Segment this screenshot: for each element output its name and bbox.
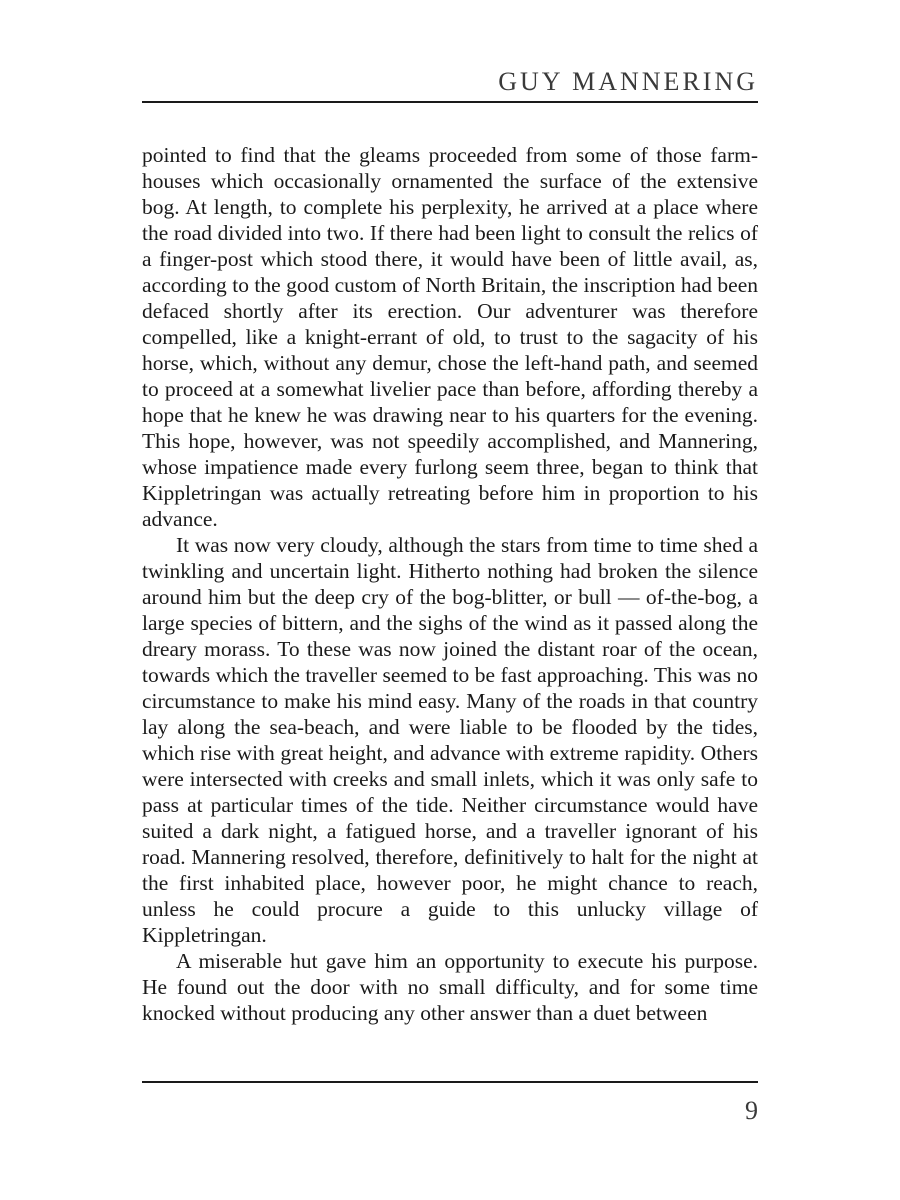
paragraph: A miserable hut gave him an opportunity to execute his purpose. He found out the door with no small difficulty, and for some time knocked without producing any other answer than a duet between [142,949,758,1025]
body-text [142,142,758,1026]
page-number: 9 [745,1096,758,1125]
paragraph-continued: pointed to find that the gleams proceeded from some of those farm-houses which occasionally ornamented the surface of the extensive bog. At length, to complete his perplexity, he arrived at a place where the road divided into two. If there had been light to consult the relics of a finger-post which stood there, it would have been of little avail, as, according to the good custom of North Britain, the inscription had been defaced shortly after its erection. Our adventurer was therefore compelled, like a knight-errant of old, to trust to the sagacity of his horse, which, without any demur, chose the left-hand path, and seemed to proceed at a somewhat livelier pace than before, affording thereby a hope that he knew he was drawing near to his quarters for the evening. This hope, however, was not speedily accomplished, and Mannering, whose impatience made every furlong seem three, began to think that Kippletringan was actually retreating before him in proportion to his advance. [142,143,758,531]
paragraph: It was now very cloudy, although the stars from time to time shed a twinkling and uncertain light. Hitherto nothing had broken the silence around him but the deep cry of the bog-blitter, or bull — of-the-bog, a large species of bittern, and the sighs of the wind as it passed along the dreary morass. To these was now joined the distant roar of the ocean, towards which the traveller seemed to be fast approaching. This was no circumstance to make his mind easy. Many of the roads in that country lay along the sea-beach, and were liable to be flooded by the tides, which rise with great height, and advance with extreme rapidity. Others were intersected with creeks and small inlets, which it was only safe to pass at particular times of the tide. Neither circumstance would have suited a dark night, a fatigued horse, and a traveller ignorant of his road. Mannering resolved, therefore, definitively to halt for the night at the first inhabited place, however poor, he might chance to reach, unless he could procure a guide to this unlucky village of Kippletringan. [142,533,758,947]
footer-rule [142,1081,758,1083]
header-rule [142,101,758,103]
running-head: GUY MANNERING [498,67,758,96]
